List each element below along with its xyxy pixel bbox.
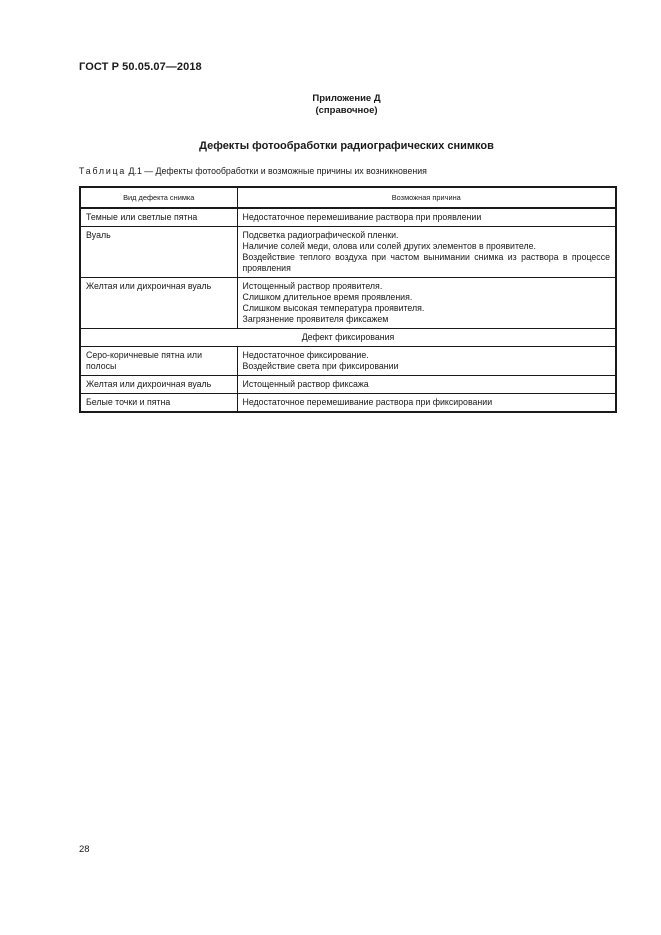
document-code: ГОСТ Р 50.05.07—2018 bbox=[79, 61, 202, 73]
defect-cell: Темные или светлые пятна bbox=[80, 208, 237, 227]
cause-cell bbox=[237, 347, 616, 376]
cause-line: Недостаточное фиксирование. bbox=[242, 350, 369, 360]
group-heading: Дефект фиксирования bbox=[80, 329, 616, 347]
defects-table bbox=[79, 186, 617, 413]
cause-cell bbox=[237, 394, 616, 413]
defect-cell: Серо-коричневые пятна или полосы bbox=[80, 347, 237, 376]
cause-cell bbox=[237, 227, 616, 278]
appendix-title: Приложение Д bbox=[312, 93, 381, 104]
section-title: Дефекты фотообработки радиографических снимков bbox=[199, 140, 494, 152]
appendix-type: (справочное) bbox=[315, 105, 378, 116]
cause-cell bbox=[237, 278, 616, 329]
cause-line: Слишком высокая температура проявителя. bbox=[242, 303, 425, 313]
column-header-defect: Вид дефекта снимка bbox=[80, 187, 237, 208]
cause-line: Недостаточное перемешивание раствора при фиксировании bbox=[242, 397, 493, 407]
cause-line: Воздействие теплого воздуха при частом вынимании снимка из раствора в процессе проявления bbox=[242, 252, 610, 273]
defect-cell: Белые точки и пятна bbox=[80, 394, 237, 413]
table-caption-prefix: Таблица bbox=[79, 166, 127, 176]
cause-line: Истощенный раствор фиксажа bbox=[242, 379, 369, 389]
table-header-row bbox=[80, 187, 616, 208]
defect-cell: Желтая или дихроичная вуаль bbox=[80, 376, 237, 394]
defect-cell: Желтая или дихроичная вуаль bbox=[80, 278, 237, 329]
table-row bbox=[80, 347, 616, 376]
page-number: 28 bbox=[79, 844, 90, 855]
table-row bbox=[80, 227, 616, 278]
column-header-cause: Возможная причина bbox=[237, 187, 616, 208]
cause-line: Загрязнение проявителя фиксажем bbox=[242, 314, 389, 324]
cause-line: Наличие солей меди, олова или солей других элементов в проявителе. bbox=[242, 241, 536, 251]
cause-line: Истощенный раствор проявителя. bbox=[242, 281, 383, 291]
table-caption bbox=[79, 166, 427, 176]
cause-line: Недостаточное перемешивание раствора при проявлении bbox=[242, 212, 482, 222]
table-row bbox=[80, 394, 616, 413]
table-caption-text: Д.1 — Дефекты фотообработки и возможные причины их возникновения bbox=[126, 166, 427, 176]
cause-line: Слишком длительное время проявления. bbox=[242, 292, 413, 302]
defect-cell: Вуаль bbox=[80, 227, 237, 278]
table-group-row bbox=[80, 329, 616, 347]
table-row bbox=[80, 208, 616, 227]
table-row bbox=[80, 278, 616, 329]
table-row bbox=[80, 376, 616, 394]
cause-cell bbox=[237, 208, 616, 227]
cause-cell bbox=[237, 376, 616, 394]
cause-line: Воздействие света при фиксировании bbox=[242, 361, 399, 371]
cause-line: Подсветка радиографической пленки. bbox=[242, 230, 399, 240]
